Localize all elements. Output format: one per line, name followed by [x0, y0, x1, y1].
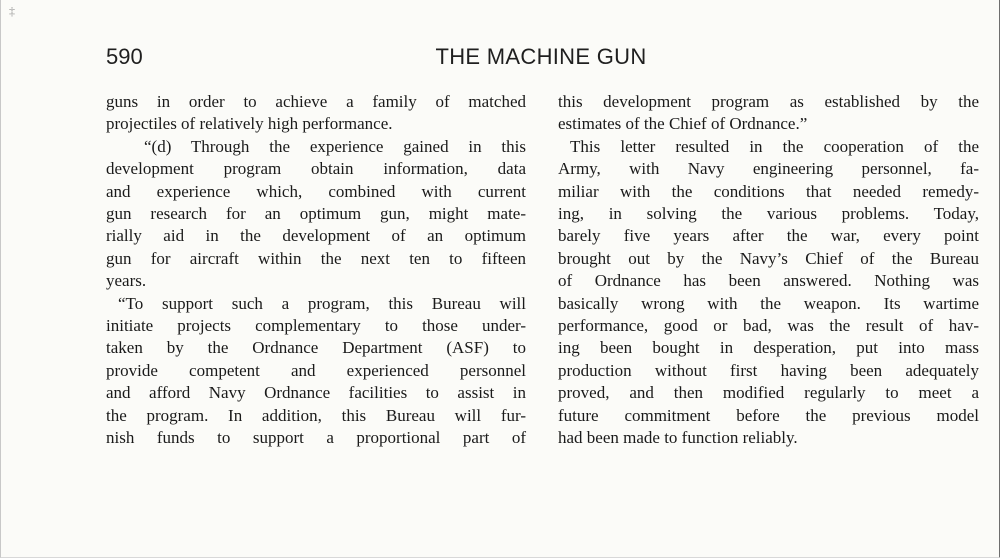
text-line: projectiles of relatively high performance.: [106, 114, 393, 134]
running-head: THE MACHINE GUN: [435, 44, 647, 69]
text-line: miliar with the conditions that needed remedy-: [558, 181, 979, 201]
page-number: 590: [106, 44, 143, 69]
left-column: [106, 91, 526, 450]
text-line: and afford Navy Ordnance facilities to assist in: [106, 383, 526, 403]
text-line: future commitment before the previous model: [558, 405, 979, 425]
text-line: barely five years after the war, every point: [558, 226, 979, 246]
text-line: ing, in solving the various problems. Today,: [558, 204, 979, 224]
text-line: and experience which, combined with current: [106, 181, 526, 201]
text-line: of Ordnance has been answered. Nothing was: [558, 271, 979, 291]
text-line: ing been bought in desperation, put into mass: [558, 338, 979, 358]
text-line: years.: [106, 271, 147, 291]
text-line: “To support such a program, this Bureau will: [118, 293, 526, 313]
text-line: this development program as established by the: [558, 92, 979, 111]
text-line: initiate projects complementary to those under-: [106, 316, 526, 336]
text-line: provide competent and experienced personnel: [106, 360, 526, 380]
text-line: taken by the Ordnance Department (ASF) to: [106, 338, 526, 358]
text-line: rially aid in the development of an optimum: [106, 226, 526, 246]
text-line: gun for aircraft within the next ten to fifteen: [106, 248, 526, 268]
text-line: development program obtain information, data: [106, 159, 526, 179]
text-line: This letter resulted in the cooperation of the: [570, 136, 979, 156]
text-line: production without first having been adequately: [558, 360, 979, 380]
text-line: had been made to function reliably.: [558, 428, 798, 448]
text-line: Army, with Navy engineering personnel, fa-: [558, 159, 979, 179]
text-line: guns in order to achieve a family of matched: [106, 92, 526, 111]
text-line: nish funds to support a proportional part of: [106, 428, 526, 448]
text-line: estimates of the Chief of Ordnance.”: [558, 114, 808, 134]
text-line: basically wrong with the weapon. Its wartime: [558, 293, 979, 313]
right-column: [558, 91, 979, 450]
text-line: gun research for an optimum gun, might mate-: [106, 204, 526, 224]
text-line: the program. In addition, this Bureau will fur-: [106, 405, 526, 425]
text-line: proved, and then modified regularly to meet a: [558, 383, 979, 403]
text-line: performance, good or bad, was the result of hav-: [558, 316, 979, 336]
text-line: brought out by the Navy’s Chief of the Bureau: [558, 248, 979, 268]
text-line: “(d) Through the experience gained in this: [144, 136, 526, 156]
corner-mark: ‡: [9, 4, 15, 18]
